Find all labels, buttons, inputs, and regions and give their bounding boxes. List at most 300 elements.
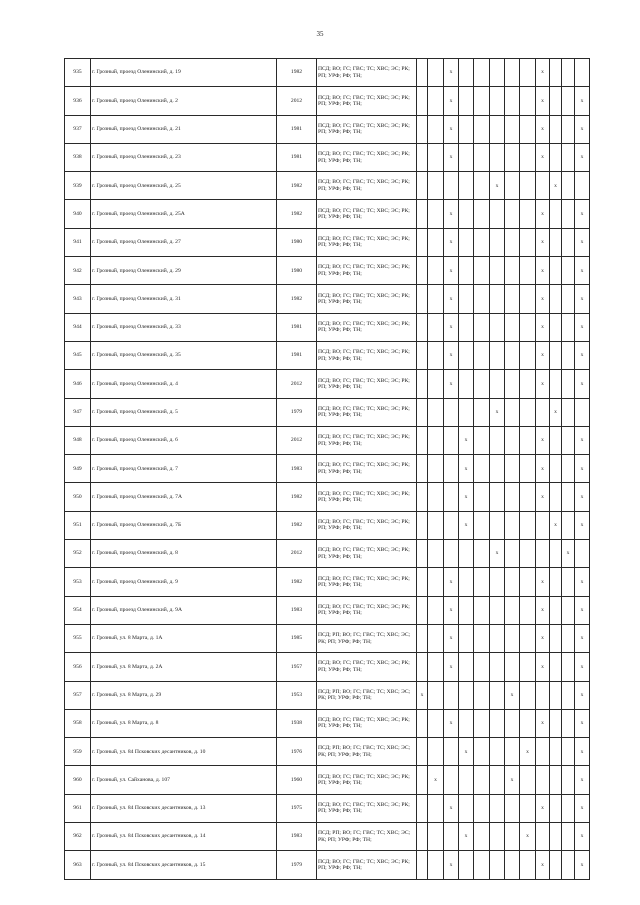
mark-cell [520, 709, 536, 737]
mark-cell [490, 596, 505, 624]
mark-cell: x [490, 540, 505, 568]
mark-cell [417, 766, 428, 794]
mark-cell [520, 200, 536, 228]
year-cell: 1981 [277, 115, 317, 143]
mark-cell [428, 823, 444, 851]
mark-cell: x [444, 87, 459, 115]
mark-cell [417, 143, 428, 171]
row-number: 951 [65, 511, 91, 539]
mark-cell [459, 681, 474, 709]
mark-cell [562, 596, 575, 624]
mark-cell [505, 596, 520, 624]
mark-cell: x [575, 709, 590, 737]
systems-cell: ПСД; ВО; ГС; ГВС; ТС; ХВС; ЭС; РК; РП; УРФ; РФ; ТН; [317, 370, 417, 398]
row-number: 955 [65, 624, 91, 652]
row-number: 943 [65, 285, 91, 313]
mark-cell [428, 313, 444, 341]
systems-cell: ПСД; ВО; ГС; ГВС; ТС; ХВС; ЭС; РК; РП; УРФ; РФ; ТН; [317, 115, 417, 143]
mark-cell [474, 738, 490, 766]
mark-cell [417, 285, 428, 313]
systems-cell: ПСД; ВО; ГС; ГВС; ТС; ХВС; ЭС; РК; РП; УРФ; РФ; ТН; [317, 172, 417, 200]
mark-cell: x [536, 313, 550, 341]
mark-cell [505, 370, 520, 398]
row-number: 956 [65, 653, 91, 681]
mark-cell [428, 596, 444, 624]
mark-cell [444, 426, 459, 454]
address-cell: г. Грозный, ул. 8 Марта, д. 29 [91, 681, 277, 709]
mark-cell [550, 143, 562, 171]
mark-cell [505, 568, 520, 596]
mark-cell [459, 794, 474, 822]
mark-cell [428, 172, 444, 200]
year-cell: 1983 [277, 823, 317, 851]
mark-cell [428, 794, 444, 822]
table-row [65, 851, 590, 879]
row-number: 944 [65, 313, 91, 341]
mark-cell [536, 738, 550, 766]
systems-cell: ПСД; РП; ВО; ГС; ГВС; ТС; ХВС; ЭС; РК; РП; УРФ; РФ; ТН; [317, 738, 417, 766]
row-number: 942 [65, 257, 91, 285]
row-number: 961 [65, 794, 91, 822]
row-number: 960 [65, 766, 91, 794]
mark-cell [474, 624, 490, 652]
mark-cell [562, 653, 575, 681]
address-cell: г. Грозный, проезд Оленинский, д. 9 [91, 568, 277, 596]
mark-cell [474, 766, 490, 794]
mark-cell [490, 568, 505, 596]
year-cell: 1981 [277, 341, 317, 369]
mark-cell [550, 257, 562, 285]
systems-cell: ПСД; ВО; ГС; ГВС; ТС; ХВС; ЭС; РК; РП; УРФ; РФ; ТН; [317, 653, 417, 681]
mark-cell [562, 624, 575, 652]
mark-cell [550, 483, 562, 511]
mark-cell [490, 426, 505, 454]
year-cell: 2012 [277, 370, 317, 398]
table-row [65, 313, 590, 341]
table-row [65, 285, 590, 313]
row-number: 940 [65, 200, 91, 228]
address-cell: г. Грозный, проезд Оленинский, д. 31 [91, 285, 277, 313]
table-row [65, 455, 590, 483]
mark-cell [550, 313, 562, 341]
mark-cell: x [490, 172, 505, 200]
row-number: 946 [65, 370, 91, 398]
mark-cell: x [536, 59, 550, 87]
mark-cell [490, 738, 505, 766]
mark-cell [444, 766, 459, 794]
mark-cell [459, 313, 474, 341]
mark-cell [490, 200, 505, 228]
mark-cell [428, 398, 444, 426]
mark-cell: x [536, 143, 550, 171]
mark-cell [505, 257, 520, 285]
mark-cell: x [575, 313, 590, 341]
address-cell: г. Грозный, проезд Оленинский, д. 25 [91, 172, 277, 200]
mark-cell: x [444, 200, 459, 228]
mark-cell [474, 115, 490, 143]
mark-cell [417, 483, 428, 511]
mark-cell: x [575, 624, 590, 652]
year-cell: 1980 [277, 228, 317, 256]
address-cell: г. Грозный, проезд Оленинский, д. 19 [91, 59, 277, 87]
table-row [65, 624, 590, 652]
table-row [65, 540, 590, 568]
mark-cell [520, 87, 536, 115]
mark-cell [520, 596, 536, 624]
mark-cell [505, 285, 520, 313]
mark-cell: x [575, 851, 590, 879]
mark-cell [562, 681, 575, 709]
mark-cell [550, 370, 562, 398]
table-row [65, 738, 590, 766]
mark-cell [520, 653, 536, 681]
mark-cell [562, 426, 575, 454]
mark-cell [562, 823, 575, 851]
mark-cell [444, 483, 459, 511]
mark-cell: x [575, 115, 590, 143]
mark-cell: x [505, 681, 520, 709]
mark-cell: x [575, 87, 590, 115]
mark-cell [550, 285, 562, 313]
mark-cell: x [490, 398, 505, 426]
table-row [65, 172, 590, 200]
mark-cell [520, 285, 536, 313]
mark-cell: x [459, 738, 474, 766]
mark-cell: x [575, 511, 590, 539]
systems-cell: ПСД; ВО; ГС; ГВС; ТС; ХВС; ЭС; РК; РП; УРФ; РФ; ТН; [317, 313, 417, 341]
mark-cell: x [444, 370, 459, 398]
mark-cell [562, 483, 575, 511]
mark-cell [562, 115, 575, 143]
mark-cell [505, 794, 520, 822]
systems-cell: ПСД; ВО; ГС; ГВС; ТС; ХВС; ЭС; РК; РП; УРФ; РФ; ТН; [317, 794, 417, 822]
mark-cell [459, 341, 474, 369]
mark-cell [474, 511, 490, 539]
mark-cell: x [459, 426, 474, 454]
address-cell: г. Грозный, проезд Оленинский, д. 7А [91, 483, 277, 511]
mark-cell: x [536, 200, 550, 228]
systems-cell: ПСД; ВО; ГС; ГВС; ТС; ХВС; ЭС; РК; РП; УРФ; РФ; ТН; [317, 511, 417, 539]
mark-cell [550, 59, 562, 87]
mark-cell [490, 483, 505, 511]
mark-cell [474, 313, 490, 341]
mark-cell [417, 709, 428, 737]
mark-cell [428, 653, 444, 681]
mark-cell: x [536, 653, 550, 681]
mark-cell [550, 341, 562, 369]
mark-cell [459, 851, 474, 879]
mark-cell [562, 200, 575, 228]
address-cell: г. Грозный, проезд Оленинский, д. 23 [91, 143, 277, 171]
mark-cell [428, 540, 444, 568]
mark-cell [490, 511, 505, 539]
mark-cell: x [520, 823, 536, 851]
table-row [65, 766, 590, 794]
address-cell: г. Грозный, проезд Оленинский, д. 21 [91, 115, 277, 143]
mark-cell [575, 59, 590, 87]
page-number: 35 [316, 30, 324, 38]
mark-cell [562, 285, 575, 313]
table-row [65, 143, 590, 171]
year-cell: 1982 [277, 511, 317, 539]
mark-cell [417, 398, 428, 426]
mark-cell: x [505, 766, 520, 794]
year-cell: 1985 [277, 624, 317, 652]
mark-cell: x [444, 257, 459, 285]
mark-cell: x [444, 851, 459, 879]
address-cell: г. Грозный, ул. 84 Псковских десантников, д. 10 [91, 738, 277, 766]
mark-cell: x [444, 143, 459, 171]
housing-register-table [64, 58, 590, 880]
mark-cell [490, 228, 505, 256]
mark-cell [428, 115, 444, 143]
mark-cell [490, 653, 505, 681]
mark-cell: x [536, 794, 550, 822]
mark-cell [474, 228, 490, 256]
mark-cell [505, 823, 520, 851]
mark-cell [520, 568, 536, 596]
mark-cell [417, 794, 428, 822]
mark-cell [417, 455, 428, 483]
mark-cell [474, 681, 490, 709]
mark-cell: x [444, 313, 459, 341]
mark-cell [505, 341, 520, 369]
mark-cell [562, 568, 575, 596]
mark-cell [417, 200, 428, 228]
mark-cell: x [444, 653, 459, 681]
mark-cell: x [575, 426, 590, 454]
row-number: 937 [65, 115, 91, 143]
mark-cell [490, 285, 505, 313]
mark-cell: x [575, 455, 590, 483]
row-number: 939 [65, 172, 91, 200]
row-number: 950 [65, 483, 91, 511]
mark-cell [550, 794, 562, 822]
mark-cell [428, 143, 444, 171]
mark-cell: x [575, 596, 590, 624]
year-cell: 1983 [277, 455, 317, 483]
mark-cell [536, 511, 550, 539]
mark-cell [550, 115, 562, 143]
mark-cell [505, 624, 520, 652]
mark-cell: x [459, 483, 474, 511]
mark-cell [474, 398, 490, 426]
mark-cell [520, 370, 536, 398]
mark-cell [505, 653, 520, 681]
mark-cell [417, 596, 428, 624]
mark-cell [505, 172, 520, 200]
mark-cell [444, 823, 459, 851]
row-number: 958 [65, 709, 91, 737]
mark-cell [459, 370, 474, 398]
mark-cell: x [444, 624, 459, 652]
systems-cell: ПСД; ВО; ГС; ГВС; ТС; ХВС; ЭС; РК; РП; УРФ; РФ; ТН; [317, 596, 417, 624]
mark-cell [550, 200, 562, 228]
row-number: 962 [65, 823, 91, 851]
mark-cell: x [459, 511, 474, 539]
table-row [65, 228, 590, 256]
systems-cell: ПСД; ВО; ГС; ГВС; ТС; ХВС; ЭС; РК; РП; УРФ; РФ; ТН; [317, 341, 417, 369]
mark-cell [536, 766, 550, 794]
year-cell: 1982 [277, 200, 317, 228]
mark-cell [474, 285, 490, 313]
mark-cell [550, 681, 562, 709]
year-cell: 1979 [277, 398, 317, 426]
mark-cell [520, 115, 536, 143]
mark-cell [520, 143, 536, 171]
mark-cell [536, 398, 550, 426]
mark-cell: x [575, 200, 590, 228]
mark-cell [505, 398, 520, 426]
address-cell: г. Грозный, проезд Оленинский, д. 5 [91, 398, 277, 426]
mark-cell: x [575, 370, 590, 398]
mark-cell: x [575, 738, 590, 766]
mark-cell [474, 172, 490, 200]
row-number: 947 [65, 398, 91, 426]
mark-cell [562, 257, 575, 285]
table-row [65, 257, 590, 285]
mark-cell [428, 455, 444, 483]
mark-cell [459, 653, 474, 681]
mark-cell: x [575, 823, 590, 851]
mark-cell [417, 426, 428, 454]
address-cell: г. Грозный, проезд Оленинский, д. 4 [91, 370, 277, 398]
year-cell: 1982 [277, 59, 317, 87]
address-cell: г. Грозный, проезд Оленинский, д. 7Б [91, 511, 277, 539]
mark-cell [459, 115, 474, 143]
row-number: 935 [65, 59, 91, 87]
mark-cell [474, 455, 490, 483]
mark-cell [428, 285, 444, 313]
mark-cell: x [575, 483, 590, 511]
mark-cell [428, 228, 444, 256]
systems-cell: ПСД; ВО; ГС; ГВС; ТС; ХВС; ЭС; РК; РП; УРФ; РФ; ТН; [317, 228, 417, 256]
mark-cell [459, 285, 474, 313]
table-row [65, 370, 590, 398]
mark-cell [520, 766, 536, 794]
table-row [65, 709, 590, 737]
year-cell: 1982 [277, 568, 317, 596]
mark-cell [550, 624, 562, 652]
mark-cell [490, 794, 505, 822]
mark-cell [562, 455, 575, 483]
mark-cell: x [444, 115, 459, 143]
table-row [65, 653, 590, 681]
year-cell: 1982 [277, 172, 317, 200]
address-cell: г. Грозный, ул. 8 Марта, д. 8 [91, 709, 277, 737]
year-cell: 1982 [277, 483, 317, 511]
address-cell: г. Грозный, проезд Оленинский, д. 33 [91, 313, 277, 341]
mark-cell [490, 624, 505, 652]
table-row [65, 200, 590, 228]
systems-cell: ПСД; ВО; ГС; ГВС; ТС; ХВС; ЭС; РК; РП; УРФ; РФ; ТН; [317, 143, 417, 171]
mark-cell [550, 653, 562, 681]
address-cell: г. Грозный, проезд Оленинский, д. 9А [91, 596, 277, 624]
row-number: 953 [65, 568, 91, 596]
year-cell: 1960 [277, 766, 317, 794]
mark-cell [490, 823, 505, 851]
mark-cell: x [520, 738, 536, 766]
address-cell: г. Грозный, ул. 8 Марта, д. 2А [91, 653, 277, 681]
mark-cell [490, 59, 505, 87]
systems-cell: ПСД; РП; ВО; ГС; ГВС; ТС; ХВС; ЭС; РК; РП; УРФ; РФ; ТН; [317, 681, 417, 709]
mark-cell [520, 681, 536, 709]
mark-cell [474, 143, 490, 171]
mark-cell [562, 341, 575, 369]
mark-cell [459, 228, 474, 256]
table-row [65, 511, 590, 539]
mark-cell [550, 228, 562, 256]
mark-cell [520, 257, 536, 285]
mark-cell [550, 87, 562, 115]
year-cell: 1983 [277, 596, 317, 624]
mark-cell: x [575, 143, 590, 171]
mark-cell [474, 653, 490, 681]
mark-cell [474, 596, 490, 624]
table-row [65, 794, 590, 822]
year-cell: 1938 [277, 709, 317, 737]
mark-cell [417, 370, 428, 398]
mark-cell [417, 540, 428, 568]
mark-cell [536, 172, 550, 200]
mark-cell [562, 709, 575, 737]
row-number: 952 [65, 540, 91, 568]
mark-cell [474, 257, 490, 285]
mark-cell [490, 709, 505, 737]
mark-cell [562, 172, 575, 200]
mark-cell [505, 483, 520, 511]
systems-cell: ПСД; ВО; ГС; ГВС; ТС; ХВС; ЭС; РК; РП; УРФ; РФ; ТН; [317, 709, 417, 737]
mark-cell [428, 738, 444, 766]
mark-cell [505, 511, 520, 539]
mark-cell [474, 823, 490, 851]
mark-cell [428, 851, 444, 879]
mark-cell: x [444, 285, 459, 313]
mark-cell: x [444, 59, 459, 87]
mark-cell [474, 87, 490, 115]
table-row [65, 823, 590, 851]
mark-cell: x [536, 285, 550, 313]
mark-cell: x [575, 341, 590, 369]
systems-cell: ПСД; ВО; ГС; ГВС; ТС; ХВС; ЭС; РК; РП; УРФ; РФ; ТН; [317, 398, 417, 426]
mark-cell [474, 709, 490, 737]
address-cell: г. Грозный, проезд Оленинский, д. 6 [91, 426, 277, 454]
table-row [65, 483, 590, 511]
mark-cell [428, 426, 444, 454]
mark-cell [520, 483, 536, 511]
mark-cell [550, 596, 562, 624]
mark-cell [562, 59, 575, 87]
mark-cell [490, 370, 505, 398]
year-cell: 1957 [277, 653, 317, 681]
year-cell: 1976 [277, 738, 317, 766]
year-cell: 1953 [277, 681, 317, 709]
table-row [65, 681, 590, 709]
systems-cell: ПСД; ВО; ГС; ГВС; ТС; ХВС; ЭС; РК; РП; УРФ; РФ; ТН; [317, 483, 417, 511]
mark-cell [428, 709, 444, 737]
mark-cell [505, 455, 520, 483]
mark-cell [459, 59, 474, 87]
mark-cell [520, 511, 536, 539]
mark-cell [562, 766, 575, 794]
mark-cell [474, 794, 490, 822]
mark-cell: x [428, 766, 444, 794]
systems-cell: ПСД; РП; ВО; ГС; ГВС; ТС; ХВС; ЭС; РК; РП; УРФ; РФ; ТН; [317, 823, 417, 851]
systems-cell: ПСД; ВО; ГС; ГВС; ТС; ХВС; ЭС; РК; РП; УРФ; РФ; ТН; [317, 766, 417, 794]
address-cell: г. Грозный, проезд Оленинский, д. 27 [91, 228, 277, 256]
mark-cell [490, 681, 505, 709]
mark-cell [520, 59, 536, 87]
